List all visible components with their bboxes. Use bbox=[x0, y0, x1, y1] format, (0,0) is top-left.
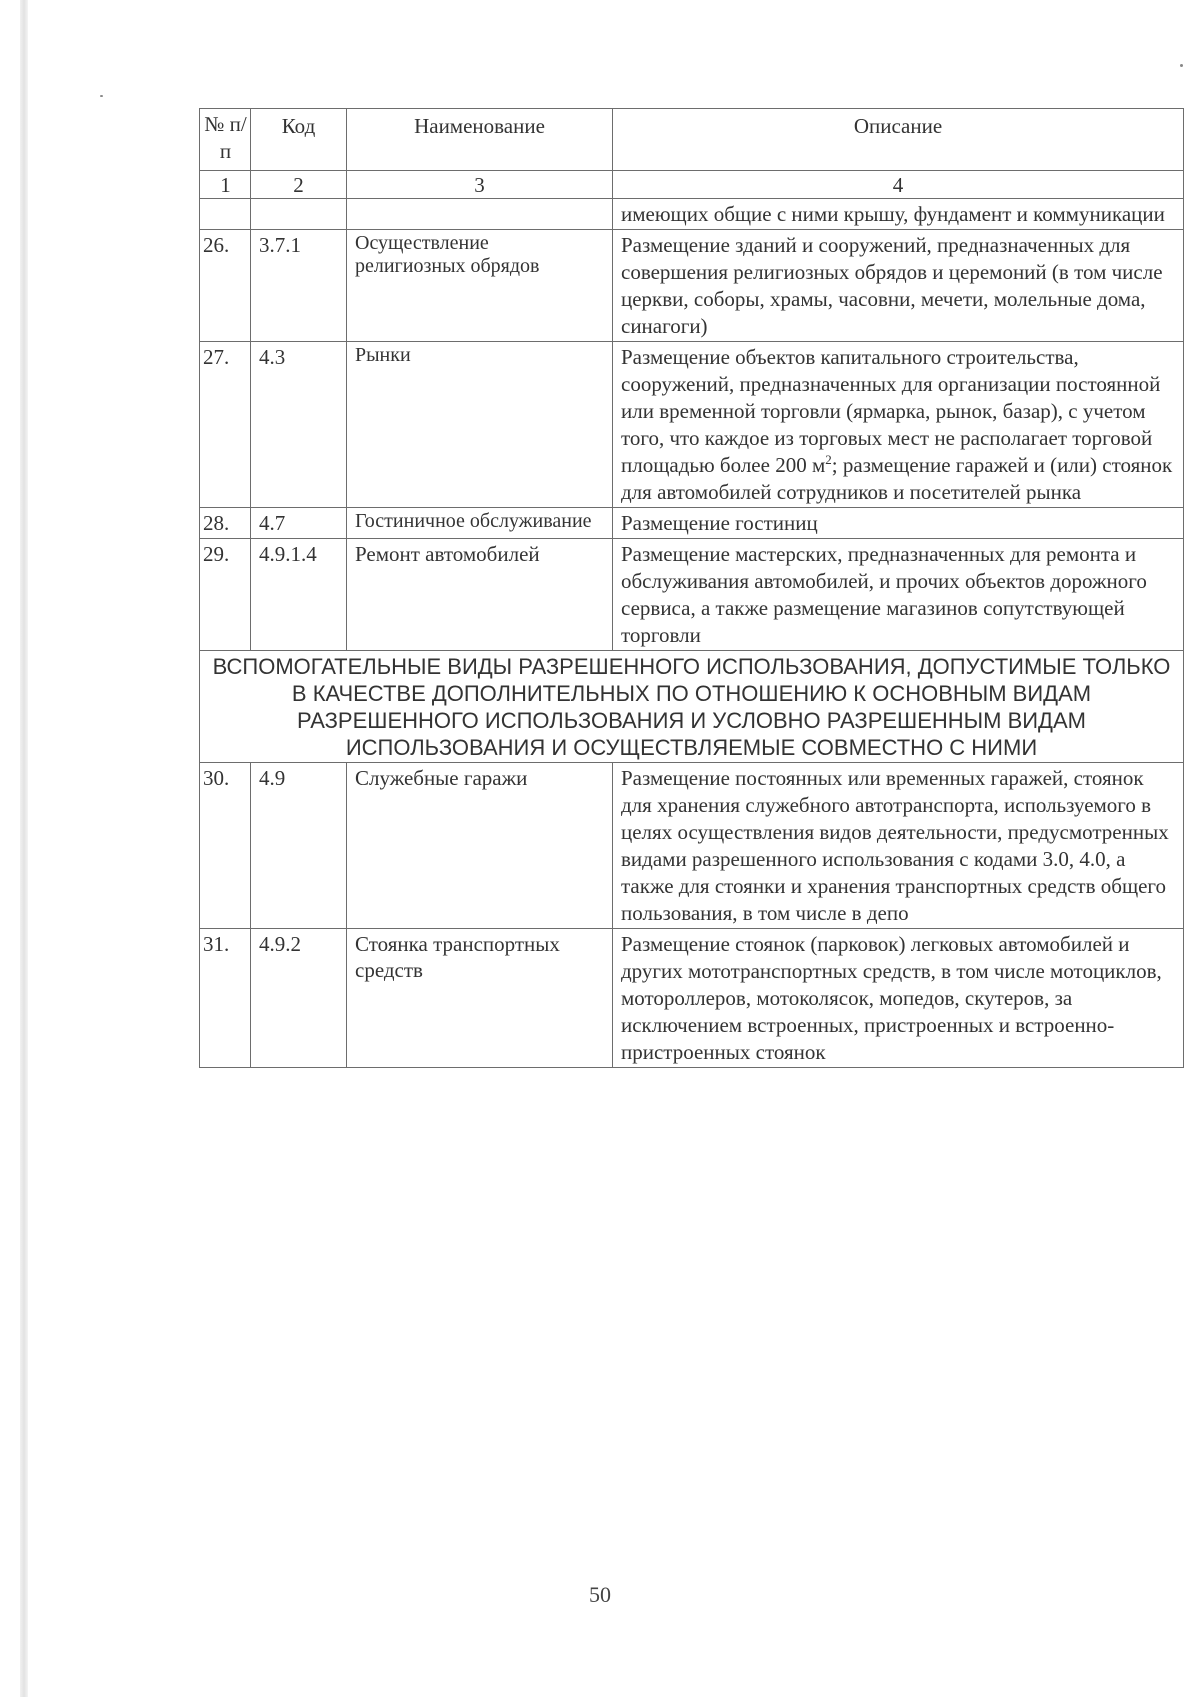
header-num: № п/п bbox=[200, 109, 251, 171]
row-description: Размещение зданий и сооружений, предназначенных для совершения религиозных обрядов и церемоний (в том числе церкви, соборы, храмы, часовни, мечети, молельные дома, синагоги) bbox=[613, 230, 1184, 342]
row-code: 4.9.2 bbox=[251, 929, 347, 1068]
row-code: 4.9 bbox=[251, 763, 347, 929]
column-number-row bbox=[200, 171, 1184, 199]
row-code: 4.9.1.4 bbox=[251, 539, 347, 651]
row-num: 29. bbox=[200, 539, 251, 651]
scan-speck bbox=[100, 95, 103, 97]
scan-speck bbox=[1180, 64, 1183, 67]
row-num: 27. bbox=[200, 342, 251, 508]
row-num: 28. bbox=[200, 508, 251, 539]
header-name: Наименование bbox=[347, 109, 613, 171]
row-name: Служебные гаражи bbox=[347, 763, 613, 929]
land-use-table bbox=[199, 108, 1184, 1068]
superscript-2: 2 bbox=[825, 452, 832, 467]
table-row-29 bbox=[200, 539, 1184, 651]
description-text: ; размещение гаражей и (или) стоянок для автомобилей сотрудников и посетителей рынка bbox=[621, 453, 1173, 504]
row-name: Ремонт автомобилей bbox=[347, 539, 613, 651]
row-description: Размещение стоянок (парковок) легковых автомобилей и других мототранспортных средств, в том числе мотоциклов, мотороллеров, мотоколясок, мопедов, скутеров, за исключением встроенных, пристроенных и встроенно-пристроенных стоянок bbox=[613, 929, 1184, 1068]
row-name: Гостиничное обслуживание bbox=[347, 508, 613, 539]
column-number: 1 bbox=[200, 171, 251, 199]
row-code: 3.7.1 bbox=[251, 230, 347, 342]
column-number: 2 bbox=[251, 171, 347, 199]
scan-edge-shadow bbox=[20, 0, 28, 1697]
table-row-30 bbox=[200, 763, 1184, 929]
table-row-27 bbox=[200, 342, 1184, 508]
row-name: Осуществление религиозных обрядов bbox=[347, 230, 613, 342]
row-description: Размещение постоянных или временных гаражей, стоянок для хранения служебного автотранспорта, используемого в целях осуществления видов деятельности, предусмотренных видами разрешенного использования с кодами 3.0, 4.0, а также для стоянки и хранения транспортных средств общего пользования, в том числе в депо bbox=[613, 763, 1184, 929]
row-description: Размещение гостиниц bbox=[613, 508, 1184, 539]
header-code: Код bbox=[251, 109, 347, 171]
row-num: 26. bbox=[200, 230, 251, 342]
row-num bbox=[200, 199, 251, 230]
row-description: Размещение мастерских, предназначенных для ремонта и обслуживания автомобилей, и прочих объектов дорожного сервиса, а также размещение магазинов сопутствующей торговли bbox=[613, 539, 1184, 651]
page-number: 50 bbox=[589, 1582, 611, 1607]
table-row-26 bbox=[200, 230, 1184, 342]
description-text: Размещение объектов капитального строительства, сооружений, предназначенных для организации постоянной или временной торговли (ярмарка, рынок, базар), с учетом того, что каждое из торговых мест не располагает торговой площадью более 200 м bbox=[621, 345, 1161, 477]
row-description bbox=[613, 342, 1184, 508]
row-num: 30. bbox=[200, 763, 251, 929]
row-code bbox=[251, 199, 347, 230]
table-row-28 bbox=[200, 508, 1184, 539]
row-num: 31. bbox=[200, 929, 251, 1068]
column-number: 4 bbox=[613, 171, 1184, 199]
row-code: 4.7 bbox=[251, 508, 347, 539]
row-name bbox=[347, 199, 613, 230]
table-header-row bbox=[200, 109, 1184, 171]
row-code: 4.3 bbox=[251, 342, 347, 508]
header-description: Описание bbox=[613, 109, 1184, 171]
table-row-continuation bbox=[200, 199, 1184, 230]
row-name: Стоянка транспортных средств bbox=[347, 929, 613, 1068]
row-description: имеющих общие с ними крышу, фундамент и коммуникации bbox=[613, 199, 1184, 230]
column-number: 3 bbox=[347, 171, 613, 199]
table-row-31 bbox=[200, 929, 1184, 1068]
section-heading-row bbox=[200, 651, 1184, 763]
row-name: Рынки bbox=[347, 342, 613, 508]
section-heading-auxiliary-uses: ВСПОМОГАТЕЛЬНЫЕ ВИДЫ РАЗРЕШЕННОГО ИСПОЛЬЗОВАНИЯ, ДОПУСТИМЫЕ ТОЛЬКО В КАЧЕСТВЕ ДОПОЛНИТЕЛЬНЫХ ПО ОТНОШЕНИЮ К ОСНОВНЫМ ВИДАМ РАЗРЕШЕННОГО ИСПОЛЬЗОВАНИЯ И УСЛОВНО РАЗРЕШЕННЫМ ВИДАМ ИСПОЛЬЗОВАНИЯ И ОСУЩЕСТВЛЯЕМЫЕ СОВМЕСТНО С НИМИ bbox=[200, 651, 1184, 763]
